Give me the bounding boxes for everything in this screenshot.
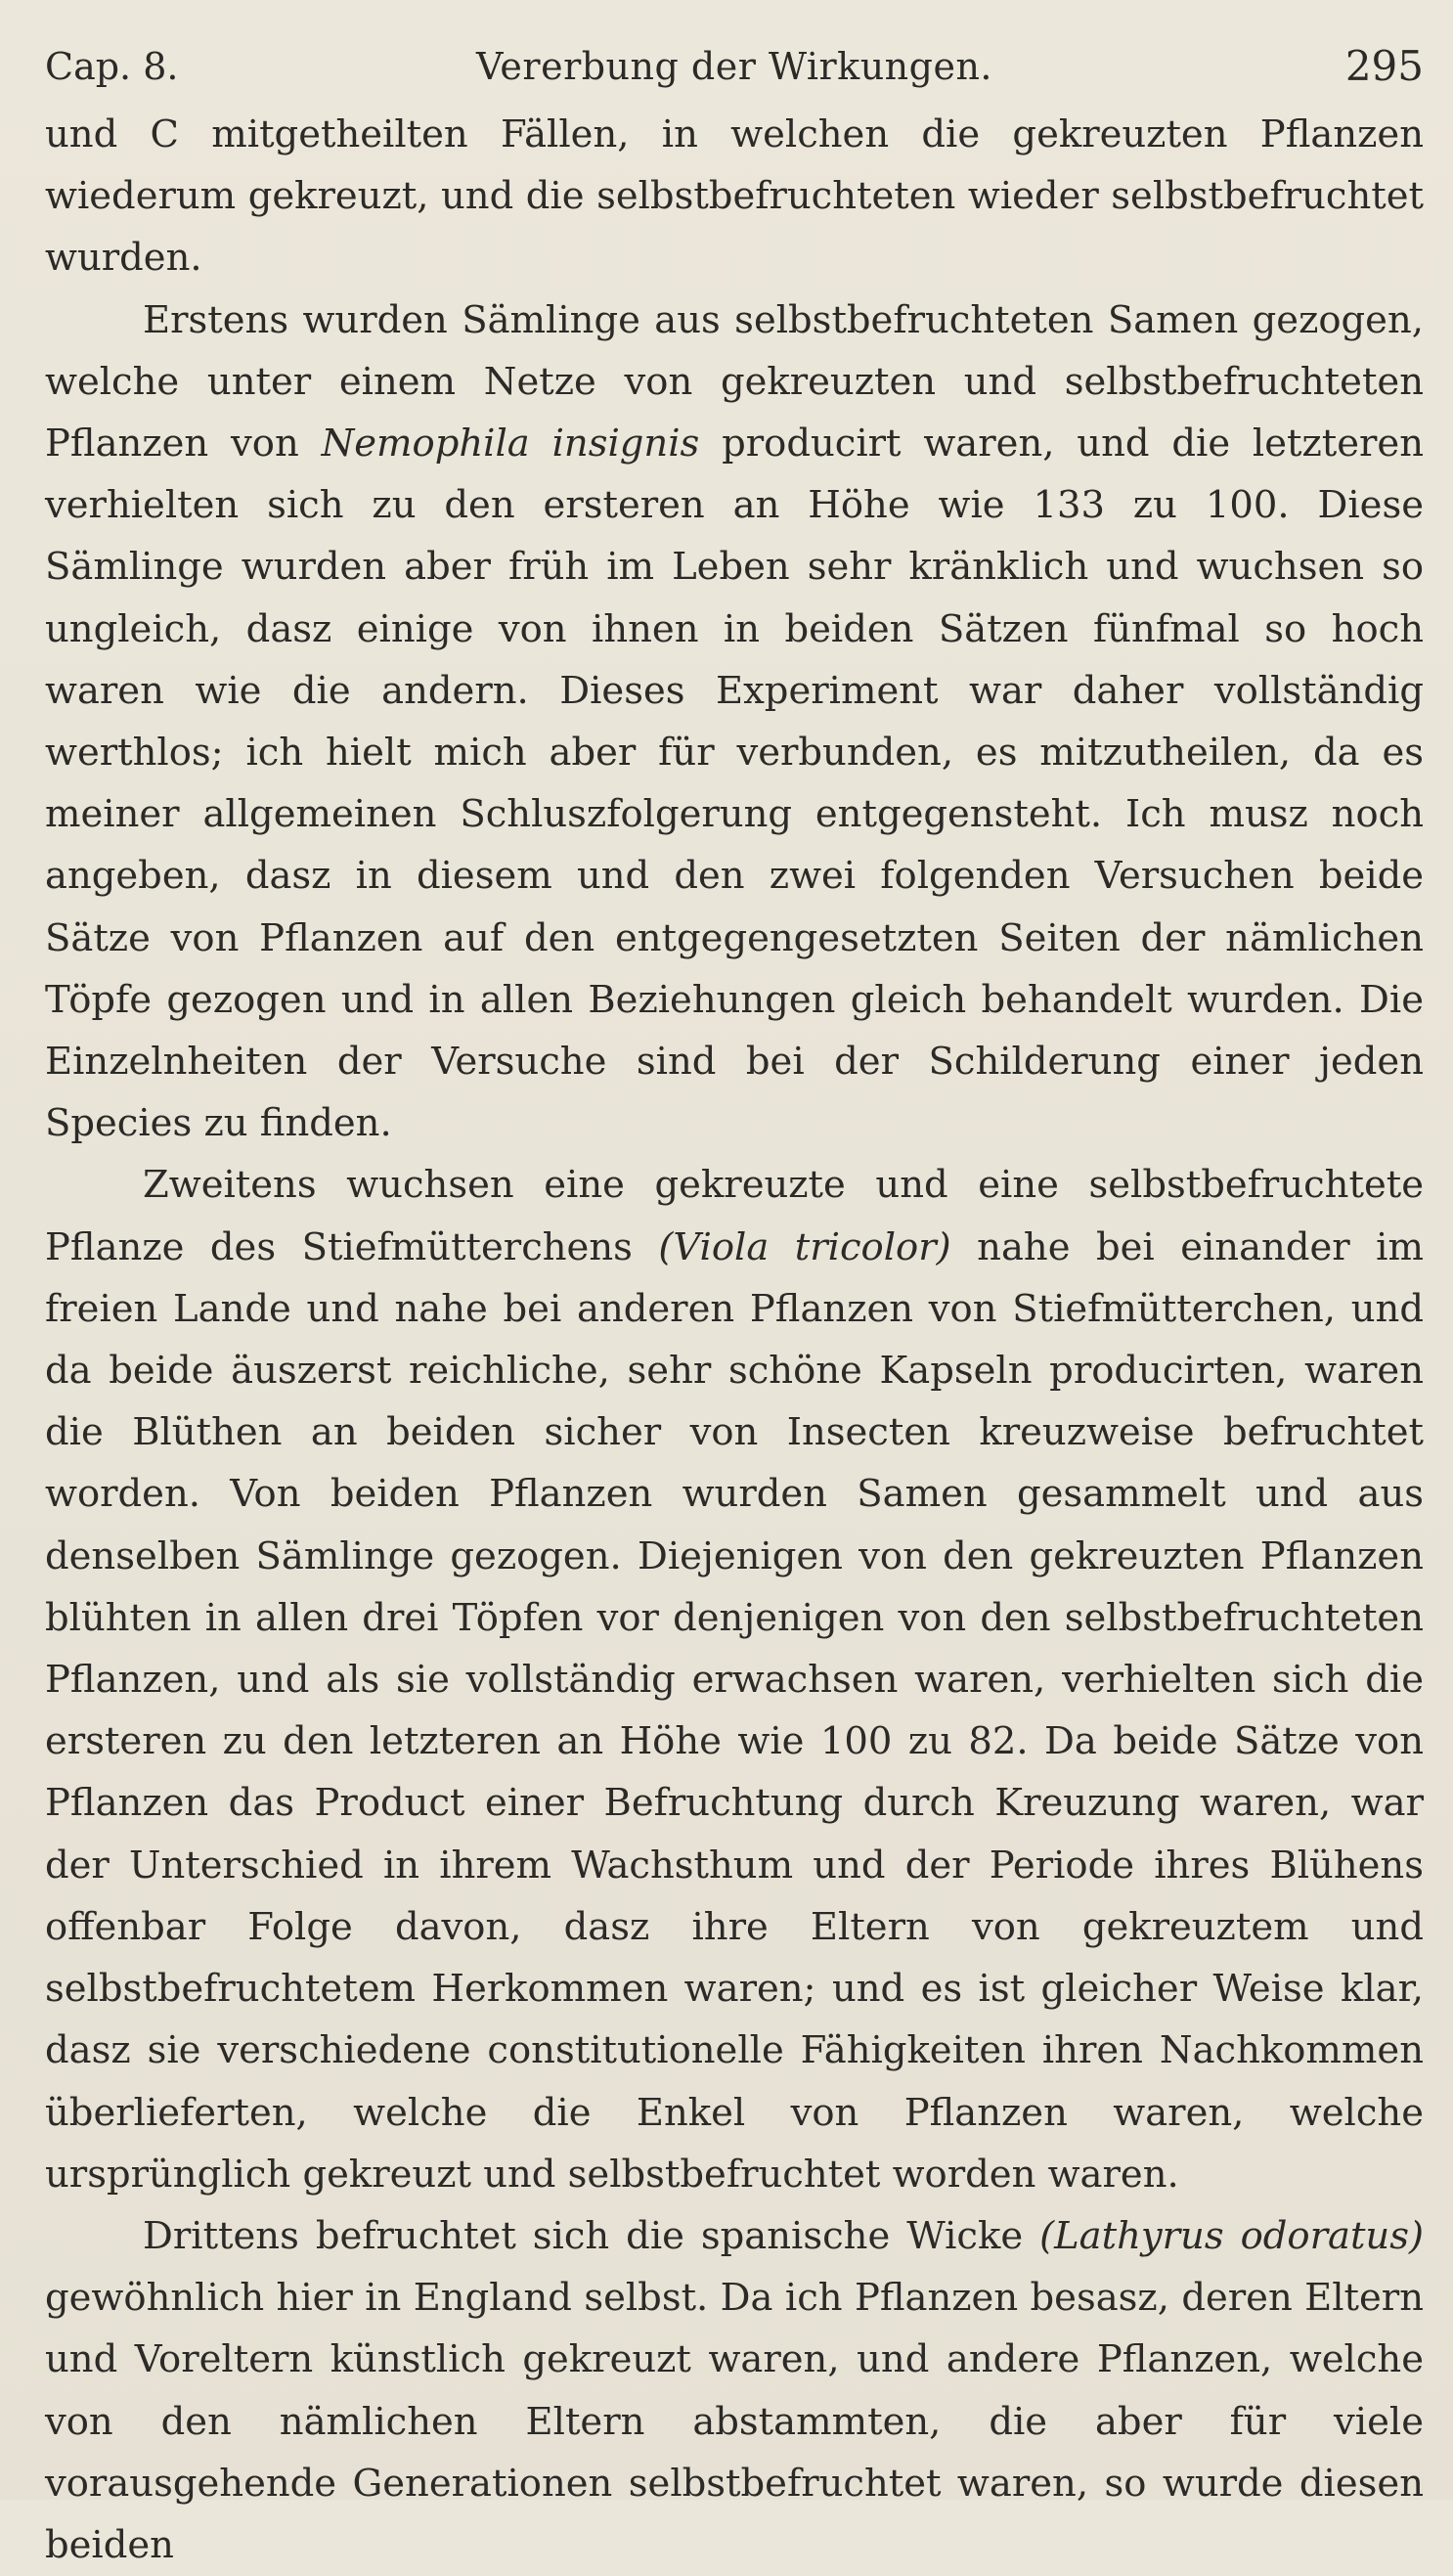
paragraph bbox=[45, 2205, 1424, 2576]
running-head bbox=[45, 37, 1424, 96]
species-name: (Lathyrus odoratus) bbox=[1039, 2213, 1424, 2258]
text-run: und C mitgetheilten Fällen, in welchen die gekreuzten Pflanzen wiederum gekreuzt, und die selbstbefruchteten wieder selbstbefruchtet wurden. bbox=[45, 112, 1424, 281]
page-number: 295 bbox=[1344, 42, 1424, 90]
text-run: Zweitens wuchsen eine gekreuzte und eine selbstbefruchtete Pflanze des Stiefmütterchens bbox=[45, 1163, 1424, 1269]
text-run: nahe bei einander im freien Lande und nahe bei anderen Pflanzen von Stiefmütterchen, und da beide äuszerst reichliche, sehr schöne Kapseln producirten, waren die Blüthen an beiden sicher von Insecten kreuzweise befruchtet worden. Von beiden Pflanzen wurden Samen gesammelt und aus denselben Sämlinge gezogen. Diejenigen von den gekreuzten Pflanzen blühten in allen drei Töpfen vor denjenigen von den selbstbefruchteten Pflanzen, und als sie vollständig erwachsen waren, verhielten sich die ersteren zu den letzteren an Höhe wie 100 zu 82. Da beide Sätze von Pflanzen das Product einer Befruchtung durch Kreuzung waren, war der Unterschied in ihrem Wachsthum und der Periode ihres Blühens offenbar Folge davon, dasz ihre Eltern von gekreuztem und selbstbefruchtetem Herkommen waren; und es ist gleicher Weise klar, dasz sie verschiedene constitutionelle Fähigkeiten ihren Nachkommen überlieferten, welche die Enkel von Pflanzen waren, welche ursprünglich gekreuzt und selbstbefruchtet worden waren. bbox=[45, 1224, 1424, 2197]
species-name: Nemophila insignis bbox=[321, 422, 700, 466]
text-run: Erstens wurden Sämlinge aus selbstbefruchteten Samen gezogen, welche unter einem Netze von gekreuzten und selbstbefruchteten Pflanzen von bbox=[45, 297, 1424, 466]
text-run: producirt waren, und die letzteren verhielten sich zu den ersteren an Höhe wie 133 zu 100. Diese Sämlinge wurden aber früh im Leben sehr kränklich und wuchsen so ungleich, dasz einige von ihnen in beiden Sätzen fünfmal so hoch waren wie die andern. Dieses Experiment war daher vollständig werthlos; ich hielt mich aber für verbunden, es mitzutheilen, da es meiner allgemeinen Schluszfolgerung entgegensteht. Ich musz noch angeben, dasz in diesem und den zwei folgenden Versuchen beide Sätze von Pflanzen auf den entgegengesetzten Seiten der nämlichen Töpfe gezogen und in allen Beziehungen gleich behandelt wurden. Die Einzelnheiten der Versuche sind bei der Schilderung einer jeden Species zu finden. bbox=[45, 422, 1425, 1146]
text-run: Drittens befruchtet sich die spanische Wicke bbox=[143, 2213, 1040, 2258]
body-text bbox=[45, 104, 1424, 2576]
running-title: Vererbung der Wirkungen. bbox=[475, 45, 993, 88]
paragraph bbox=[45, 104, 1424, 289]
species-name: (Viola tricolor) bbox=[658, 1224, 951, 1269]
text-run: gewöhnlich hier in England selbst. Da ich Pflanzen besasz, deren Eltern und Voreltern künstlich gekreuzt waren, und andere Pflanzen, welche von den nämlichen Eltern abstammten, die aber für viele vorausgehende Generationen selbstbefruchtet waren, so wurde diesen beiden bbox=[45, 2276, 1424, 2567]
paragraph bbox=[45, 289, 1424, 1155]
chapter-label: Cap. 8. bbox=[45, 45, 179, 88]
paragraph bbox=[45, 1154, 1424, 2204]
